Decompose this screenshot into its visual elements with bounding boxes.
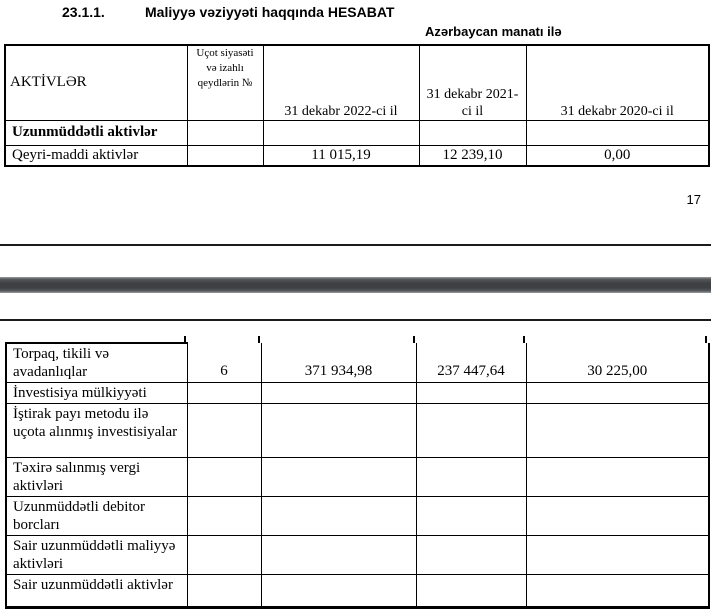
- value-2021: [416, 536, 526, 575]
- note-cell: 6: [187, 343, 261, 383]
- row-label: İnvestisiya mülkiyyəti: [6, 383, 187, 404]
- value-2020: [526, 458, 709, 497]
- value-2022: [261, 536, 416, 575]
- note-cell: [187, 383, 261, 404]
- table-row: [6, 404, 709, 458]
- table-header-row: [5, 45, 709, 120]
- value-2022: 11 015,19: [263, 145, 419, 166]
- value-2022: [261, 497, 416, 536]
- row-label: İştirak payı metodu ilə uçota alınmış investisiyalar: [6, 404, 187, 458]
- note-cell: [187, 145, 263, 166]
- table-row: [6, 575, 709, 608]
- note-cell: [187, 575, 261, 608]
- table-row: [5, 145, 709, 166]
- value-2022: [261, 383, 416, 404]
- heading-section-number: 23.1.1.: [62, 4, 105, 20]
- row-label: Sair uzunmüddətli maliyyə aktivləri: [6, 536, 187, 575]
- value-2022: [261, 458, 416, 497]
- column-header-2022: 31 dekabr 2022-ci il: [263, 45, 419, 120]
- column-header-assets: AKTİVLƏR: [5, 45, 187, 120]
- row-label: Uzunmüddətli debitor borcları: [6, 497, 187, 536]
- value-2020: [526, 497, 709, 536]
- column-header-2020: 31 dekabr 2020-ci il: [526, 45, 709, 120]
- report-heading: [0, 4, 711, 24]
- page1-bottom-rule: [0, 244, 711, 246]
- row-label: Sair uzunmüddətli aktivlər: [6, 575, 187, 608]
- table-row: [6, 383, 709, 404]
- column-header-notes: Uçot siyasəti və izahlı qeydlərin №: [187, 45, 263, 120]
- assets-table-page1: [4, 44, 710, 167]
- table-row: [5, 120, 709, 145]
- note-cell: [187, 404, 261, 458]
- value-2020: [526, 536, 709, 575]
- page-separator-bar: [0, 277, 711, 293]
- value-2021: [416, 458, 526, 497]
- table-row: [6, 458, 709, 497]
- value-2021: [416, 575, 526, 608]
- note-cell: [187, 536, 261, 575]
- assets-table-page2: [5, 342, 710, 609]
- value-2021: 12 239,10: [419, 145, 526, 166]
- value-2022: [263, 120, 419, 145]
- value-2021: 237 447,64: [416, 343, 526, 383]
- table-row: [6, 497, 709, 536]
- value-2020: [526, 404, 709, 458]
- row-label: Uzunmüddətli aktivlər: [5, 120, 187, 145]
- value-2022: 371 934,98: [261, 343, 416, 383]
- heading-title: Maliyyə vəziyyəti haqqında HESABAT: [145, 4, 395, 20]
- value-2021: [416, 404, 526, 458]
- value-2021: [416, 497, 526, 536]
- value-2020: [526, 383, 709, 404]
- currency-subtitle: Azərbaycan manatı ilə: [425, 24, 562, 39]
- table-row: [6, 536, 709, 575]
- note-cell: [187, 120, 263, 145]
- page2-top-rule: [0, 319, 711, 321]
- note-cell: [187, 458, 261, 497]
- value-2020: [526, 120, 709, 145]
- table-row: [6, 343, 709, 383]
- value-2021: [419, 120, 526, 145]
- row-label: Torpaq, tikili və avadanlıqlar: [6, 343, 187, 383]
- column-header-2021: 31 dekabr 2021-ci il: [419, 45, 526, 120]
- note-cell: [187, 497, 261, 536]
- row-label: Qeyri-maddi aktivlər: [5, 145, 187, 166]
- value-2020: [526, 575, 709, 608]
- value-2022: [261, 404, 416, 458]
- value-2020: 0,00: [526, 145, 709, 166]
- value-2022: [261, 575, 416, 608]
- row-label: Təxirə salınmış vergi aktivləri: [6, 458, 187, 497]
- value-2020: 30 225,00: [526, 343, 709, 383]
- page-number: 17: [686, 192, 701, 207]
- value-2021: [416, 383, 526, 404]
